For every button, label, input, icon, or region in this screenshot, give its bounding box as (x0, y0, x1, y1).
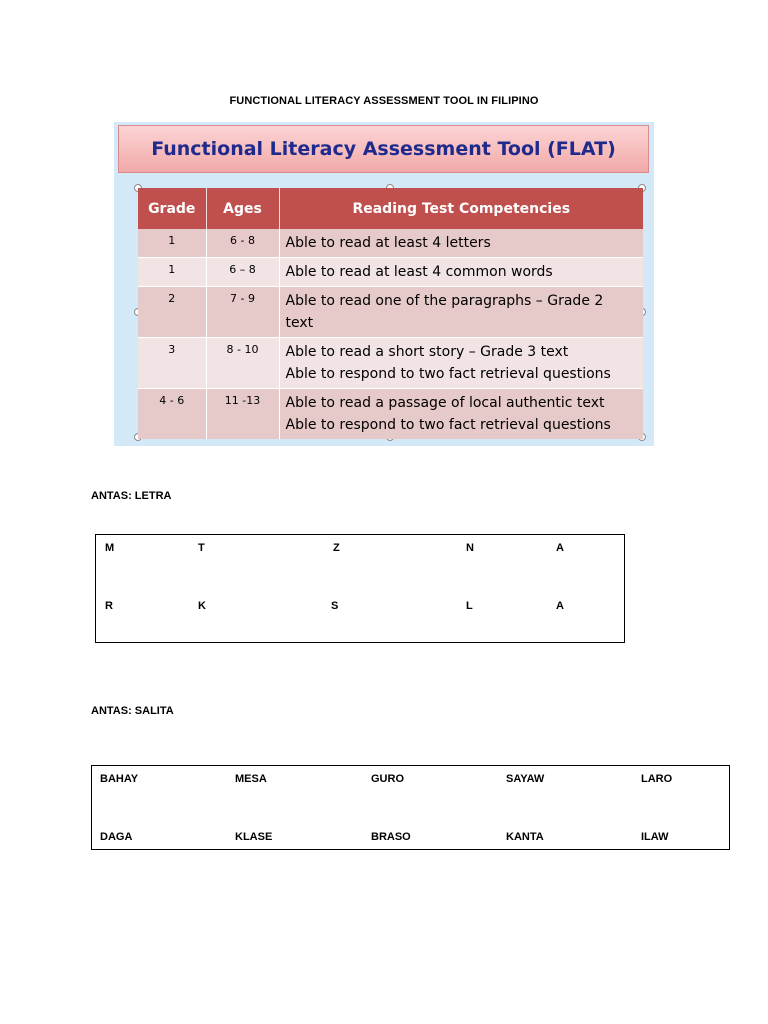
table-row (138, 229, 643, 258)
flat-table (138, 188, 643, 439)
ages-cell: 6 - 8 (206, 229, 279, 258)
letter-box (95, 534, 625, 643)
letter-cell: N (466, 542, 474, 554)
letter-cell: Z (333, 542, 340, 554)
letter-cell: R (105, 600, 113, 612)
grade-cell: 3 (138, 338, 206, 389)
grade-cell: 4 - 6 (138, 389, 206, 440)
competency-line: text (285, 315, 314, 331)
column-header-grade: Grade (138, 188, 206, 229)
competency-line: Able to read a passage of local authentic text (285, 395, 605, 411)
ages-cell: 8 - 10 (206, 338, 279, 389)
competency-cell (279, 338, 643, 389)
competency-line: Able to read at least 4 letters (285, 235, 491, 251)
table-row (138, 258, 643, 287)
word-cell: ILAW (641, 831, 669, 843)
ages-cell: 11 -13 (206, 389, 279, 440)
competency-line: Able to read a short story – Grade 3 text (285, 344, 569, 360)
grade-cell: 2 (138, 287, 206, 338)
word-cell: MESA (235, 773, 267, 785)
grade-cell: 1 (138, 258, 206, 287)
word-cell: BRASO (371, 831, 411, 843)
letter-cell: A (556, 600, 564, 612)
flat-image[interactable] (114, 122, 654, 446)
letter-cell: A (556, 542, 564, 554)
word-cell: BAHAY (100, 773, 139, 785)
ages-cell: 6 – 8 (206, 258, 279, 287)
competency-cell (279, 258, 643, 287)
word-cell: DAGA (100, 831, 133, 843)
word-cell: KLASE (235, 831, 273, 843)
column-header-ages: Ages (206, 188, 279, 229)
competency-cell (279, 389, 643, 440)
competency-cell (279, 229, 643, 258)
competency-line: Able to read one of the paragraphs – Grade 2 (285, 293, 604, 309)
competency-line: Able to respond to two fact retrieval questions (285, 366, 611, 382)
flat-table-header-row (138, 188, 643, 229)
word-box (91, 765, 730, 850)
competency-cell (279, 287, 643, 338)
letter-cell: M (105, 542, 115, 554)
ages-cell: 7 - 9 (206, 287, 279, 338)
document-title: FUNCTIONAL LITERACY ASSESSMENT TOOL IN FILIPINO (229, 95, 539, 107)
competency-line: Able to read at least 4 common words (285, 264, 553, 280)
flat-header: Functional Literacy Assessment Tool (FLAT) (118, 125, 649, 173)
table-row (138, 338, 643, 389)
table-row (138, 287, 643, 338)
letra-section-label: ANTAS: LETRA (91, 490, 172, 502)
column-header-competencies: Reading Test Competencies (279, 188, 643, 229)
word-cell: LARO (641, 773, 673, 785)
word-cell: SAYAW (506, 773, 545, 785)
letter-cell: K (198, 600, 206, 612)
letter-cell: S (331, 600, 339, 612)
table-row (138, 389, 643, 440)
letter-cell: T (198, 542, 205, 554)
salita-section-label: ANTAS: SALITA (91, 705, 174, 717)
letter-cell: L (466, 600, 473, 612)
grade-cell: 1 (138, 229, 206, 258)
word-cell: KANTA (506, 831, 544, 843)
competency-line: Able to respond to two fact retrieval questions (285, 417, 611, 433)
word-cell: GURO (371, 773, 404, 785)
